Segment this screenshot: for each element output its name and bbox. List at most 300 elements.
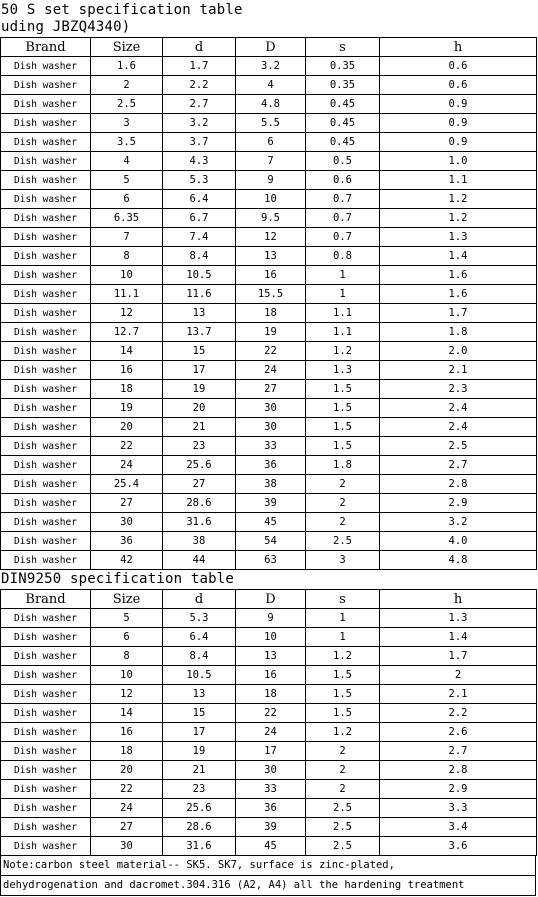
cell-brand: Dish washer xyxy=(1,532,91,551)
cell-d-inner: 15 xyxy=(163,342,236,361)
table-row xyxy=(1,209,537,228)
table-row xyxy=(1,247,537,266)
table-row xyxy=(1,837,537,856)
table-row xyxy=(1,380,537,399)
cell-s: 1.5 xyxy=(306,380,380,399)
cell-s: 2 xyxy=(306,780,380,799)
cell-size: 42 xyxy=(91,551,163,570)
cell-d-inner: 21 xyxy=(163,761,236,780)
cell-h: 2.9 xyxy=(380,494,537,513)
cell-size: 12 xyxy=(91,685,163,704)
note-line-1: Note:carbon steel material-- SK5. SK7, surface is zinc-plated, xyxy=(3,859,395,871)
cell-brand: Dish washer xyxy=(1,799,91,818)
cell-d-outer: 39 xyxy=(236,818,306,837)
cell-d-inner: 19 xyxy=(163,380,236,399)
cell-s: 2 xyxy=(306,475,380,494)
cell-h: 0.6 xyxy=(380,76,537,95)
cell-h: 2.1 xyxy=(380,685,537,704)
cell-size: 25.4 xyxy=(91,475,163,494)
table-row xyxy=(1,685,537,704)
cell-d-outer: 24 xyxy=(236,723,306,742)
cell-d-inner: 27 xyxy=(163,475,236,494)
cell-d-outer: 30 xyxy=(236,418,306,437)
cell-d-inner: 10.5 xyxy=(163,266,236,285)
cell-h: 2.6 xyxy=(380,723,537,742)
cell-brand: Dish washer xyxy=(1,304,91,323)
cell-h: 1.1 xyxy=(380,171,537,190)
cell-h: 1.4 xyxy=(380,247,537,266)
cell-h: 0.6 xyxy=(380,57,537,76)
cell-h: 3.3 xyxy=(380,799,537,818)
cell-s: 1.5 xyxy=(306,437,380,456)
cell-s: 1.2 xyxy=(306,342,380,361)
cell-d-outer: 9 xyxy=(236,171,306,190)
cell-size: 14 xyxy=(91,342,163,361)
cell-s: 2 xyxy=(306,494,380,513)
table1-header-row xyxy=(1,38,537,57)
column-header-d-inner: d xyxy=(163,590,236,609)
cell-d-inner: 13 xyxy=(163,304,236,323)
cell-d-outer: 33 xyxy=(236,780,306,799)
cell-h: 2.3 xyxy=(380,380,537,399)
cell-d-outer: 54 xyxy=(236,532,306,551)
cell-h: 4.0 xyxy=(380,532,537,551)
cell-s: 1.1 xyxy=(306,304,380,323)
table-row xyxy=(1,647,537,666)
cell-h: 2 xyxy=(380,666,537,685)
column-header-size: Size xyxy=(91,38,163,57)
cell-brand: Dish washer xyxy=(1,647,91,666)
cell-brand: Dish washer xyxy=(1,209,91,228)
cell-size: 12 xyxy=(91,304,163,323)
cell-brand: Dish washer xyxy=(1,95,91,114)
cell-d-inner: 28.6 xyxy=(163,818,236,837)
cell-brand: Dish washer xyxy=(1,114,91,133)
table-row xyxy=(1,761,537,780)
cell-brand: Dish washer xyxy=(1,551,91,570)
cell-d-outer: 30 xyxy=(236,761,306,780)
cell-d-inner: 20 xyxy=(163,399,236,418)
cell-s: 1.2 xyxy=(306,723,380,742)
note-line-2: dehydrogenation and dacromet.304.316 (A2, A4) all the hardening treatment xyxy=(1,875,535,895)
cell-brand: Dish washer xyxy=(1,247,91,266)
cell-d-inner: 25.6 xyxy=(163,456,236,475)
column-header-h: h xyxy=(380,590,537,609)
cell-size: 2 xyxy=(91,76,163,95)
cell-brand: Dish washer xyxy=(1,723,91,742)
cell-d-outer: 39 xyxy=(236,494,306,513)
cell-d-outer: 30 xyxy=(236,399,306,418)
cell-d-inner: 4.3 xyxy=(163,152,236,171)
cell-s: 2.5 xyxy=(306,837,380,856)
cell-s: 1.2 xyxy=(306,647,380,666)
cell-size: 6 xyxy=(91,190,163,209)
cell-size: 27 xyxy=(91,818,163,837)
cell-size: 24 xyxy=(91,456,163,475)
cell-d-inner: 15 xyxy=(163,704,236,723)
cell-d-outer: 5.5 xyxy=(236,114,306,133)
cell-s: 1 xyxy=(306,285,380,304)
cell-brand: Dish washer xyxy=(1,685,91,704)
table-row xyxy=(1,513,537,532)
cell-brand: Dish washer xyxy=(1,152,91,171)
cell-h: 2.8 xyxy=(380,475,537,494)
cell-s: 3 xyxy=(306,551,380,570)
cell-s: 2 xyxy=(306,761,380,780)
cell-brand: Dish washer xyxy=(1,399,91,418)
cell-brand: Dish washer xyxy=(1,609,91,628)
cell-s: 0.35 xyxy=(306,76,380,95)
cell-h: 2.4 xyxy=(380,399,537,418)
cell-d-outer: 12 xyxy=(236,228,306,247)
cell-h: 3.4 xyxy=(380,818,537,837)
cell-size: 18 xyxy=(91,742,163,761)
cell-d-outer: 3.2 xyxy=(236,57,306,76)
cell-brand: Dish washer xyxy=(1,171,91,190)
cell-d-outer: 36 xyxy=(236,456,306,475)
cell-size: 5 xyxy=(91,609,163,628)
cell-d-outer: 4.8 xyxy=(236,95,306,114)
cell-size: 6 xyxy=(91,628,163,647)
cell-d-outer: 10 xyxy=(236,628,306,647)
column-header-d-outer: D xyxy=(236,38,306,57)
cell-s: 0.45 xyxy=(306,133,380,152)
cell-d-outer: 27 xyxy=(236,380,306,399)
cell-brand: Dish washer xyxy=(1,704,91,723)
cell-s: 1.1 xyxy=(306,323,380,342)
cell-brand: Dish washer xyxy=(1,513,91,532)
cell-s: 0.45 xyxy=(306,114,380,133)
cell-size: 1.6 xyxy=(91,57,163,76)
cell-h: 2.7 xyxy=(380,456,537,475)
cell-d-inner: 8.4 xyxy=(163,247,236,266)
cell-s: 0.5 xyxy=(306,152,380,171)
cell-size: 2.5 xyxy=(91,95,163,114)
cell-s: 2.5 xyxy=(306,818,380,837)
table-row xyxy=(1,609,537,628)
cell-s: 1.5 xyxy=(306,666,380,685)
cell-s: 0.7 xyxy=(306,228,380,247)
cell-d-outer: 45 xyxy=(236,837,306,856)
cell-brand: Dish washer xyxy=(1,456,91,475)
cell-s: 2 xyxy=(306,742,380,761)
cell-brand: Dish washer xyxy=(1,342,91,361)
table-row xyxy=(1,666,537,685)
cell-brand: Dish washer xyxy=(1,266,91,285)
table-row xyxy=(1,266,537,285)
cell-h: 4.8 xyxy=(380,551,537,570)
cell-h: 1.7 xyxy=(380,304,537,323)
cell-size: 30 xyxy=(91,513,163,532)
cell-s: 1.5 xyxy=(306,685,380,704)
cell-d-inner: 1.7 xyxy=(163,57,236,76)
cell-d-outer: 24 xyxy=(236,361,306,380)
cell-d-inner: 13 xyxy=(163,685,236,704)
table-row xyxy=(1,95,537,114)
note-box xyxy=(0,856,536,896)
cell-h: 1.6 xyxy=(380,266,537,285)
table-row xyxy=(1,76,537,95)
cell-d-inner: 2.2 xyxy=(163,76,236,95)
table-row xyxy=(1,133,537,152)
cell-brand: Dish washer xyxy=(1,76,91,95)
cell-brand: Dish washer xyxy=(1,323,91,342)
cell-h: 2.7 xyxy=(380,742,537,761)
cell-d-inner: 5.3 xyxy=(163,609,236,628)
cell-h: 2.2 xyxy=(380,704,537,723)
table-row xyxy=(1,494,537,513)
cell-size: 19 xyxy=(91,399,163,418)
table-row xyxy=(1,723,537,742)
cell-d-inner: 11.6 xyxy=(163,285,236,304)
table-row xyxy=(1,799,537,818)
cell-d-inner: 31.6 xyxy=(163,837,236,856)
cell-brand: Dish washer xyxy=(1,742,91,761)
cell-s: 0.45 xyxy=(306,95,380,114)
table2-title: DIN9250 specification table xyxy=(1,571,234,587)
table-row xyxy=(1,742,537,761)
table-row xyxy=(1,57,537,76)
cell-h: 0.9 xyxy=(380,114,537,133)
cell-d-inner: 7.4 xyxy=(163,228,236,247)
cell-d-outer: 18 xyxy=(236,685,306,704)
cell-size: 3.5 xyxy=(91,133,163,152)
table-row xyxy=(1,114,537,133)
cell-s: 2.5 xyxy=(306,799,380,818)
cell-d-outer: 16 xyxy=(236,666,306,685)
cell-brand: Dish washer xyxy=(1,837,91,856)
cell-brand: Dish washer xyxy=(1,57,91,76)
cell-h: 0.9 xyxy=(380,133,537,152)
cell-brand: Dish washer xyxy=(1,285,91,304)
cell-h: 0.9 xyxy=(380,95,537,114)
cell-d-outer: 9 xyxy=(236,609,306,628)
cell-h: 1.8 xyxy=(380,323,537,342)
cell-size: 16 xyxy=(91,723,163,742)
cell-brand: Dish washer xyxy=(1,437,91,456)
cell-size: 5 xyxy=(91,171,163,190)
cell-size: 36 xyxy=(91,532,163,551)
cell-s: 0.7 xyxy=(306,190,380,209)
cell-d-inner: 25.6 xyxy=(163,799,236,818)
table1-body xyxy=(1,57,537,570)
cell-brand: Dish washer xyxy=(1,818,91,837)
cell-d-outer: 22 xyxy=(236,342,306,361)
cell-s: 1 xyxy=(306,266,380,285)
cell-d-outer: 63 xyxy=(236,551,306,570)
cell-d-outer: 38 xyxy=(236,475,306,494)
column-header-d-outer: D xyxy=(236,590,306,609)
column-header-s: s xyxy=(306,38,380,57)
table-row xyxy=(1,628,537,647)
cell-size: 3 xyxy=(91,114,163,133)
cell-d-inner: 44 xyxy=(163,551,236,570)
cell-size: 22 xyxy=(91,437,163,456)
table2-body xyxy=(1,609,537,856)
cell-size: 10 xyxy=(91,666,163,685)
cell-d-inner: 38 xyxy=(163,532,236,551)
cell-h: 1.2 xyxy=(380,190,537,209)
table-row xyxy=(1,304,537,323)
cell-d-outer: 15.5 xyxy=(236,285,306,304)
cell-size: 11.1 xyxy=(91,285,163,304)
cell-s: 1.5 xyxy=(306,418,380,437)
table-row xyxy=(1,418,537,437)
cell-d-outer: 33 xyxy=(236,437,306,456)
table-row xyxy=(1,171,537,190)
cell-d-outer: 17 xyxy=(236,742,306,761)
cell-s: 1.8 xyxy=(306,456,380,475)
cell-d-inner: 31.6 xyxy=(163,513,236,532)
cell-s: 0.7 xyxy=(306,209,380,228)
cell-size: 30 xyxy=(91,837,163,856)
table-row xyxy=(1,818,537,837)
cell-d-inner: 3.2 xyxy=(163,114,236,133)
cell-brand: Dish washer xyxy=(1,475,91,494)
cell-d-inner: 17 xyxy=(163,723,236,742)
cell-d-outer: 10 xyxy=(236,190,306,209)
cell-d-outer: 19 xyxy=(236,323,306,342)
cell-brand: Dish washer xyxy=(1,361,91,380)
cell-brand: Dish washer xyxy=(1,418,91,437)
table-row xyxy=(1,361,537,380)
cell-size: 22 xyxy=(91,780,163,799)
cell-size: 4 xyxy=(91,152,163,171)
cell-h: 2.4 xyxy=(380,418,537,437)
cell-brand: Dish washer xyxy=(1,228,91,247)
table-row xyxy=(1,456,537,475)
table-row xyxy=(1,228,537,247)
cell-s: 1 xyxy=(306,628,380,647)
cell-size: 20 xyxy=(91,761,163,780)
cell-s: 1.3 xyxy=(306,361,380,380)
cell-h: 2.9 xyxy=(380,780,537,799)
cell-d-inner: 19 xyxy=(163,742,236,761)
table-row xyxy=(1,475,537,494)
cell-s: 1.5 xyxy=(306,399,380,418)
cell-d-outer: 18 xyxy=(236,304,306,323)
cell-d-inner: 2.7 xyxy=(163,95,236,114)
table-row xyxy=(1,152,537,171)
cell-brand: Dish washer xyxy=(1,380,91,399)
cell-d-inner: 5.3 xyxy=(163,171,236,190)
cell-brand: Dish washer xyxy=(1,494,91,513)
cell-brand: Dish washer xyxy=(1,628,91,647)
cell-h: 1.3 xyxy=(380,228,537,247)
cell-h: 2.1 xyxy=(380,361,537,380)
cell-size: 14 xyxy=(91,704,163,723)
table-row xyxy=(1,532,537,551)
cell-brand: Dish washer xyxy=(1,190,91,209)
cell-d-inner: 13.7 xyxy=(163,323,236,342)
table-row xyxy=(1,399,537,418)
table-row xyxy=(1,190,537,209)
cell-size: 7 xyxy=(91,228,163,247)
cell-h: 3.2 xyxy=(380,513,537,532)
cell-d-outer: 45 xyxy=(236,513,306,532)
cell-h: 1.0 xyxy=(380,152,537,171)
table-row xyxy=(1,437,537,456)
cell-s: 2 xyxy=(306,513,380,532)
cell-s: 0.6 xyxy=(306,171,380,190)
table-row xyxy=(1,342,537,361)
cell-d-inner: 10.5 xyxy=(163,666,236,685)
cell-d-outer: 4 xyxy=(236,76,306,95)
column-header-brand: Brand xyxy=(1,590,91,609)
column-header-d-inner: d xyxy=(163,38,236,57)
cell-s: 1.5 xyxy=(306,704,380,723)
cell-brand: Dish washer xyxy=(1,666,91,685)
table-row xyxy=(1,323,537,342)
cell-d-inner: 6.4 xyxy=(163,628,236,647)
table-row xyxy=(1,285,537,304)
cell-d-outer: 13 xyxy=(236,247,306,266)
cell-s: 1 xyxy=(306,609,380,628)
cell-d-inner: 23 xyxy=(163,780,236,799)
cell-h: 1.7 xyxy=(380,647,537,666)
table-row xyxy=(1,704,537,723)
cell-h: 1.4 xyxy=(380,628,537,647)
cell-d-outer: 6 xyxy=(236,133,306,152)
cell-h: 1.3 xyxy=(380,609,537,628)
table-row xyxy=(1,780,537,799)
cell-d-outer: 22 xyxy=(236,704,306,723)
cell-h: 2.8 xyxy=(380,761,537,780)
cell-size: 8 xyxy=(91,647,163,666)
column-header-size: Size xyxy=(91,590,163,609)
table2-header-row xyxy=(1,590,537,609)
cell-d-outer: 16 xyxy=(236,266,306,285)
cell-d-outer: 36 xyxy=(236,799,306,818)
jbzq-spec-table xyxy=(0,37,537,570)
cell-d-inner: 3.7 xyxy=(163,133,236,152)
cell-size: 10 xyxy=(91,266,163,285)
cell-d-inner: 6.4 xyxy=(163,190,236,209)
cell-d-inner: 17 xyxy=(163,361,236,380)
column-header-brand: Brand xyxy=(1,38,91,57)
cell-brand: Dish washer xyxy=(1,761,91,780)
cell-s: 0.8 xyxy=(306,247,380,266)
cell-size: 24 xyxy=(91,799,163,818)
cell-d-outer: 13 xyxy=(236,647,306,666)
cell-h: 2.0 xyxy=(380,342,537,361)
column-header-h: h xyxy=(380,38,537,57)
table1-title-line2: uding JBZQ4340) xyxy=(1,19,131,35)
cell-d-inner: 8.4 xyxy=(163,647,236,666)
cell-size: 27 xyxy=(91,494,163,513)
cell-d-inner: 28.6 xyxy=(163,494,236,513)
din9250-spec-table xyxy=(0,589,537,856)
cell-h: 3.6 xyxy=(380,837,537,856)
cell-d-outer: 9.5 xyxy=(236,209,306,228)
cell-size: 16 xyxy=(91,361,163,380)
table-row xyxy=(1,551,537,570)
cell-size: 6.35 xyxy=(91,209,163,228)
cell-d-inner: 23 xyxy=(163,437,236,456)
cell-size: 20 xyxy=(91,418,163,437)
cell-h: 1.6 xyxy=(380,285,537,304)
cell-size: 18 xyxy=(91,380,163,399)
cell-brand: Dish washer xyxy=(1,780,91,799)
table1-title-line1: 50 S set specification table xyxy=(1,2,243,18)
column-header-s: s xyxy=(306,590,380,609)
cell-brand: Dish washer xyxy=(1,133,91,152)
cell-s: 2.5 xyxy=(306,532,380,551)
cell-size: 12.7 xyxy=(91,323,163,342)
cell-s: 0.35 xyxy=(306,57,380,76)
cell-d-outer: 7 xyxy=(236,152,306,171)
cell-d-inner: 6.7 xyxy=(163,209,236,228)
